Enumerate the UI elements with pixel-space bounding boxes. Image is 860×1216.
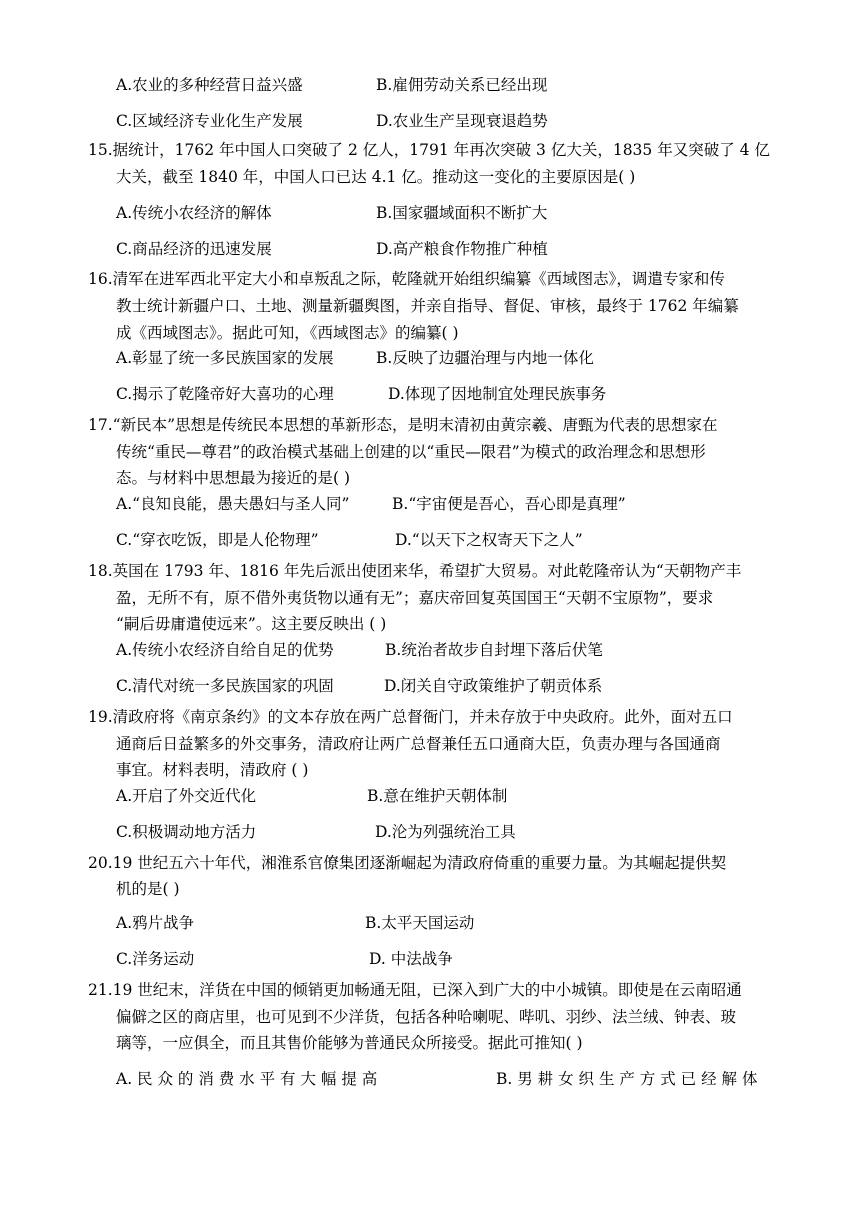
question-21-line-2: 偏僻之区的商店里，也可见到不少洋货，包括各种哈喇呢、哔叽、羽纱、法兰绒、钟表、玻 xyxy=(116,1008,737,1026)
question-19-option-a: A.开启了外交近代化 xyxy=(116,787,257,805)
question-18-option-a: A.传统小农经济自给自足的优势 xyxy=(116,641,334,659)
question-16-option-a: A.彰显了统一多民族国家的发展 xyxy=(116,349,334,367)
question-15-line-2: 大关，截至 1840 年，中国人口已达 4.1 亿。推动这一变化的主要原因是( ) xyxy=(116,168,636,186)
question-20-option-b: B.太平天国运动 xyxy=(365,914,475,932)
question-17-line-3: 态。与材料中思想最为接近的是( ) xyxy=(116,469,351,487)
question-16-line-2: 教士统计新疆户口、土地、测量新疆舆图，并亲自指导、督促、审核，最终于 1762 年编纂 xyxy=(116,297,739,315)
question-21-line-1: 21.19 世纪末，洋货在中国的倾销更加畅通无阻，已深入到广大的中小城镇。即使是在云南昭通 xyxy=(88,981,742,999)
option-c: C.区域经济专业化生产发展 xyxy=(116,112,303,130)
question-20-option-c: C.洋务运动 xyxy=(116,950,195,968)
question-16-option-b: B.反映了边疆治理与内地一体化 xyxy=(376,349,594,367)
question-20-option-a: A.鸦片战争 xyxy=(116,914,195,932)
question-15-line-1: 15.据统计，1762 年中国人口突破了 2 亿人，1791 年再次突破 3 亿大关，1835 年又突破了 4 亿 xyxy=(88,141,770,159)
question-21-line-3: 璃等，一应俱全，而且其售价能够为普通民众所接受。据此可推知( ) xyxy=(116,1034,583,1052)
question-16-option-d: D.体现了因地制宜处理民族事务 xyxy=(388,385,607,403)
question-19-line-1: 19.清政府将《南京条约》的文本存放在两广总督衙门，并未存放于中央政府。此外，面对五口 xyxy=(88,708,733,726)
question-15-option-d: D.高产粮食作物推广种植 xyxy=(376,240,548,258)
question-20-line-1: 20.19 世纪五六十年代，湘淮系官僚集团逐渐崛起为清政府倚重的重要力量。为其崛起提供契 xyxy=(88,854,727,872)
question-20-line-2: 机的是( ) xyxy=(116,880,180,898)
question-21-option-b: B. 男 耕 女 织 生 产 方 式 已 经 解 体 xyxy=(496,1070,758,1088)
question-18-line-2: 盈，无所不有，原不借外夷货物以通有无”；嘉庆帝回复英国国王“天朝不宝原物”，要求 xyxy=(116,589,714,607)
question-19-line-3: 事宜。材料表明，清政府 ( ) xyxy=(116,761,309,779)
question-17-option-b: B.“宇宙便是吾心，吾心即是真理” xyxy=(392,495,626,513)
question-17-option-d: D.“以天下之权寄天下之人” xyxy=(395,531,583,549)
question-15-option-c: C.商品经济的迅速发展 xyxy=(116,240,272,258)
question-20-option-d: D. 中法战争 xyxy=(369,950,453,968)
question-16-line-1: 16.清军在进军西北平定大小和卓叛乱之际，乾隆就开始组织编纂《西域图志》，调遣专家和传 xyxy=(88,270,725,288)
question-16-line-3: 成《西域图志》。据此可知，《西域图志》的编纂( ) xyxy=(116,324,459,342)
question-17-line-2: 传统“重民—尊君”的政治模式基础上创建的以“重民—限君”为模式的政治理念和思想形 xyxy=(116,443,706,461)
question-15-option-b: B.国家疆域面积不断扩大 xyxy=(376,204,548,222)
question-18-option-d: D.闭关自守政策维护了朝贡体系 xyxy=(384,677,603,695)
question-17-option-c: C.“穿衣吃饭，即是人伦物理” xyxy=(116,531,319,549)
question-18-option-b: B.统治者故步自封埋下落后伏笔 xyxy=(385,641,603,659)
question-18-line-1: 18.英国在 1793 年、1816 年先后派出使团来华，希望扩大贸易。对此乾隆帝认为“天朝物产丰 xyxy=(88,562,742,580)
option-a: A.农业的多种经营日益兴盛 xyxy=(116,76,303,94)
question-21-option-a: A. 民 众 的 消 费 水 平 有 大 幅 提 高 xyxy=(116,1070,378,1088)
question-17-line-1: 17.“新民本”思想是传统民本思想的革新形态，是明末清初由黄宗羲、唐甄为代表的思想家在 xyxy=(88,416,718,434)
question-19-option-d: D.沦为列强统治工具 xyxy=(375,823,516,841)
question-18-line-3: “嗣后毋庸遣使远来”。这主要反映出 ( ) xyxy=(116,615,387,633)
question-17-option-a: A.“良知良能，愚夫愚妇与圣人同” xyxy=(116,495,350,513)
option-d: D.农业生产呈现衰退趋势 xyxy=(376,112,548,130)
question-15-option-a: A.传统小农经济的解体 xyxy=(116,204,272,222)
question-16-option-c: C.揭示了乾隆帝好大喜功的心理 xyxy=(116,385,334,403)
option-b: B.雇佣劳动关系已经出现 xyxy=(376,76,548,94)
question-18-option-c: C.清代对统一多民族国家的巩固 xyxy=(116,677,334,695)
question-19-option-c: C.积极调动地方活力 xyxy=(116,823,257,841)
question-19-option-b: B.意在维护天朝体制 xyxy=(367,787,508,805)
question-19-line-2: 通商后日益繁多的外交事务，清政府让两广总督兼任五口通商大臣，负责办理与各国通商 xyxy=(116,735,721,753)
